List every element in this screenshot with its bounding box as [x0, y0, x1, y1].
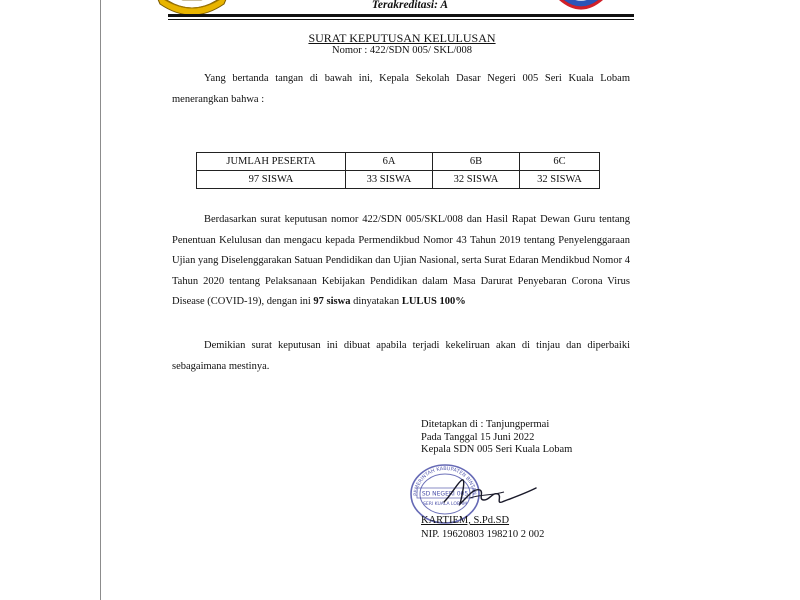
signature-position: Kepala SDN 005 Seri Kuala Lobam [421, 444, 573, 455]
letter-title: SURAT KEPUTUSAN KELULUSAN [308, 31, 496, 45]
header-rule-thick [168, 14, 634, 17]
decision-count: 97 siswa [313, 296, 351, 307]
stamp-line-2: SERI KUALA LOBAM [423, 502, 467, 507]
table-header-cell: 6A [346, 153, 433, 171]
table-row [197, 171, 600, 189]
opening-paragraph: Yang bertanda tangan di bawah ini, Kepala Sekolah Dasar Negeri 005 Seri Kuala Lobam menerangkan bahwa : [172, 73, 630, 105]
stamp-line-1: SD NEGERI 005 [421, 490, 469, 498]
table-cell: 32 SISWA [520, 171, 600, 189]
signer-nip: NIP. 19620803 198210 2 002 [421, 529, 545, 540]
stamp-top-text: PEMERINTAH KABUPATEN BINTAN [412, 465, 478, 497]
closing-paragraph: Demikian surat keputusan ini dibuat apabila terjadi kekeliruan akan di tinjau dan diperbaiki sebagaimana mestinya. [172, 340, 630, 372]
table-header-cell: 6B [433, 153, 520, 171]
table-cell: 32 SISWA [433, 171, 520, 189]
decision-paragraph [172, 210, 630, 313]
decision-result: LULUS 100% [401, 296, 466, 307]
decision-mid: dinyatakan [353, 296, 400, 307]
table-cell: 33 SISWA [346, 171, 433, 189]
accreditation-status: Terakreditasi: A [371, 0, 449, 11]
decision-text: Berdasarkan surat keputusan nomor 422/SDN 005/SKL/008 dan Hasil Rapat Dewan Guru tentang Penentuan Kelulusan dan mengacu kepada Permendikbud Nomor 43 Tahun 2019 tentang Penyelenggaraan Ujian yang Diselenggarakan Satuan Pendidikan dan Ujian Nasional, serta Surat Edaran Mendikbud Nomor 4 Tahun 2020 tentang Pelaksanaan Kebijakan Pendidikan dalam Masa Darurat Penyebaran Corona Virus Disease (COVID-19), dengan ini [172, 214, 630, 307]
header-rule-thin [168, 19, 634, 20]
table-header-cell: JUMLAH PESERTA [197, 153, 346, 171]
table-cell: 97 SISWA [197, 171, 346, 189]
signature-block [421, 419, 572, 457]
participants-table [196, 152, 600, 189]
letter-number: Nomor : 422/SDN 005/ SKL/008 [331, 45, 472, 56]
signature-date: Pada Tanggal 15 Juni 2022 [421, 431, 535, 443]
table-header-cell: 6C [520, 153, 600, 171]
signer-name: KARTIEM, S.Pd.SD [421, 515, 510, 526]
signature-place: Ditetapkan di : Tanjungpermai [421, 419, 550, 430]
table-header-row [197, 153, 600, 171]
page-left-border [100, 0, 101, 600]
handwritten-signature-icon [440, 474, 538, 514]
